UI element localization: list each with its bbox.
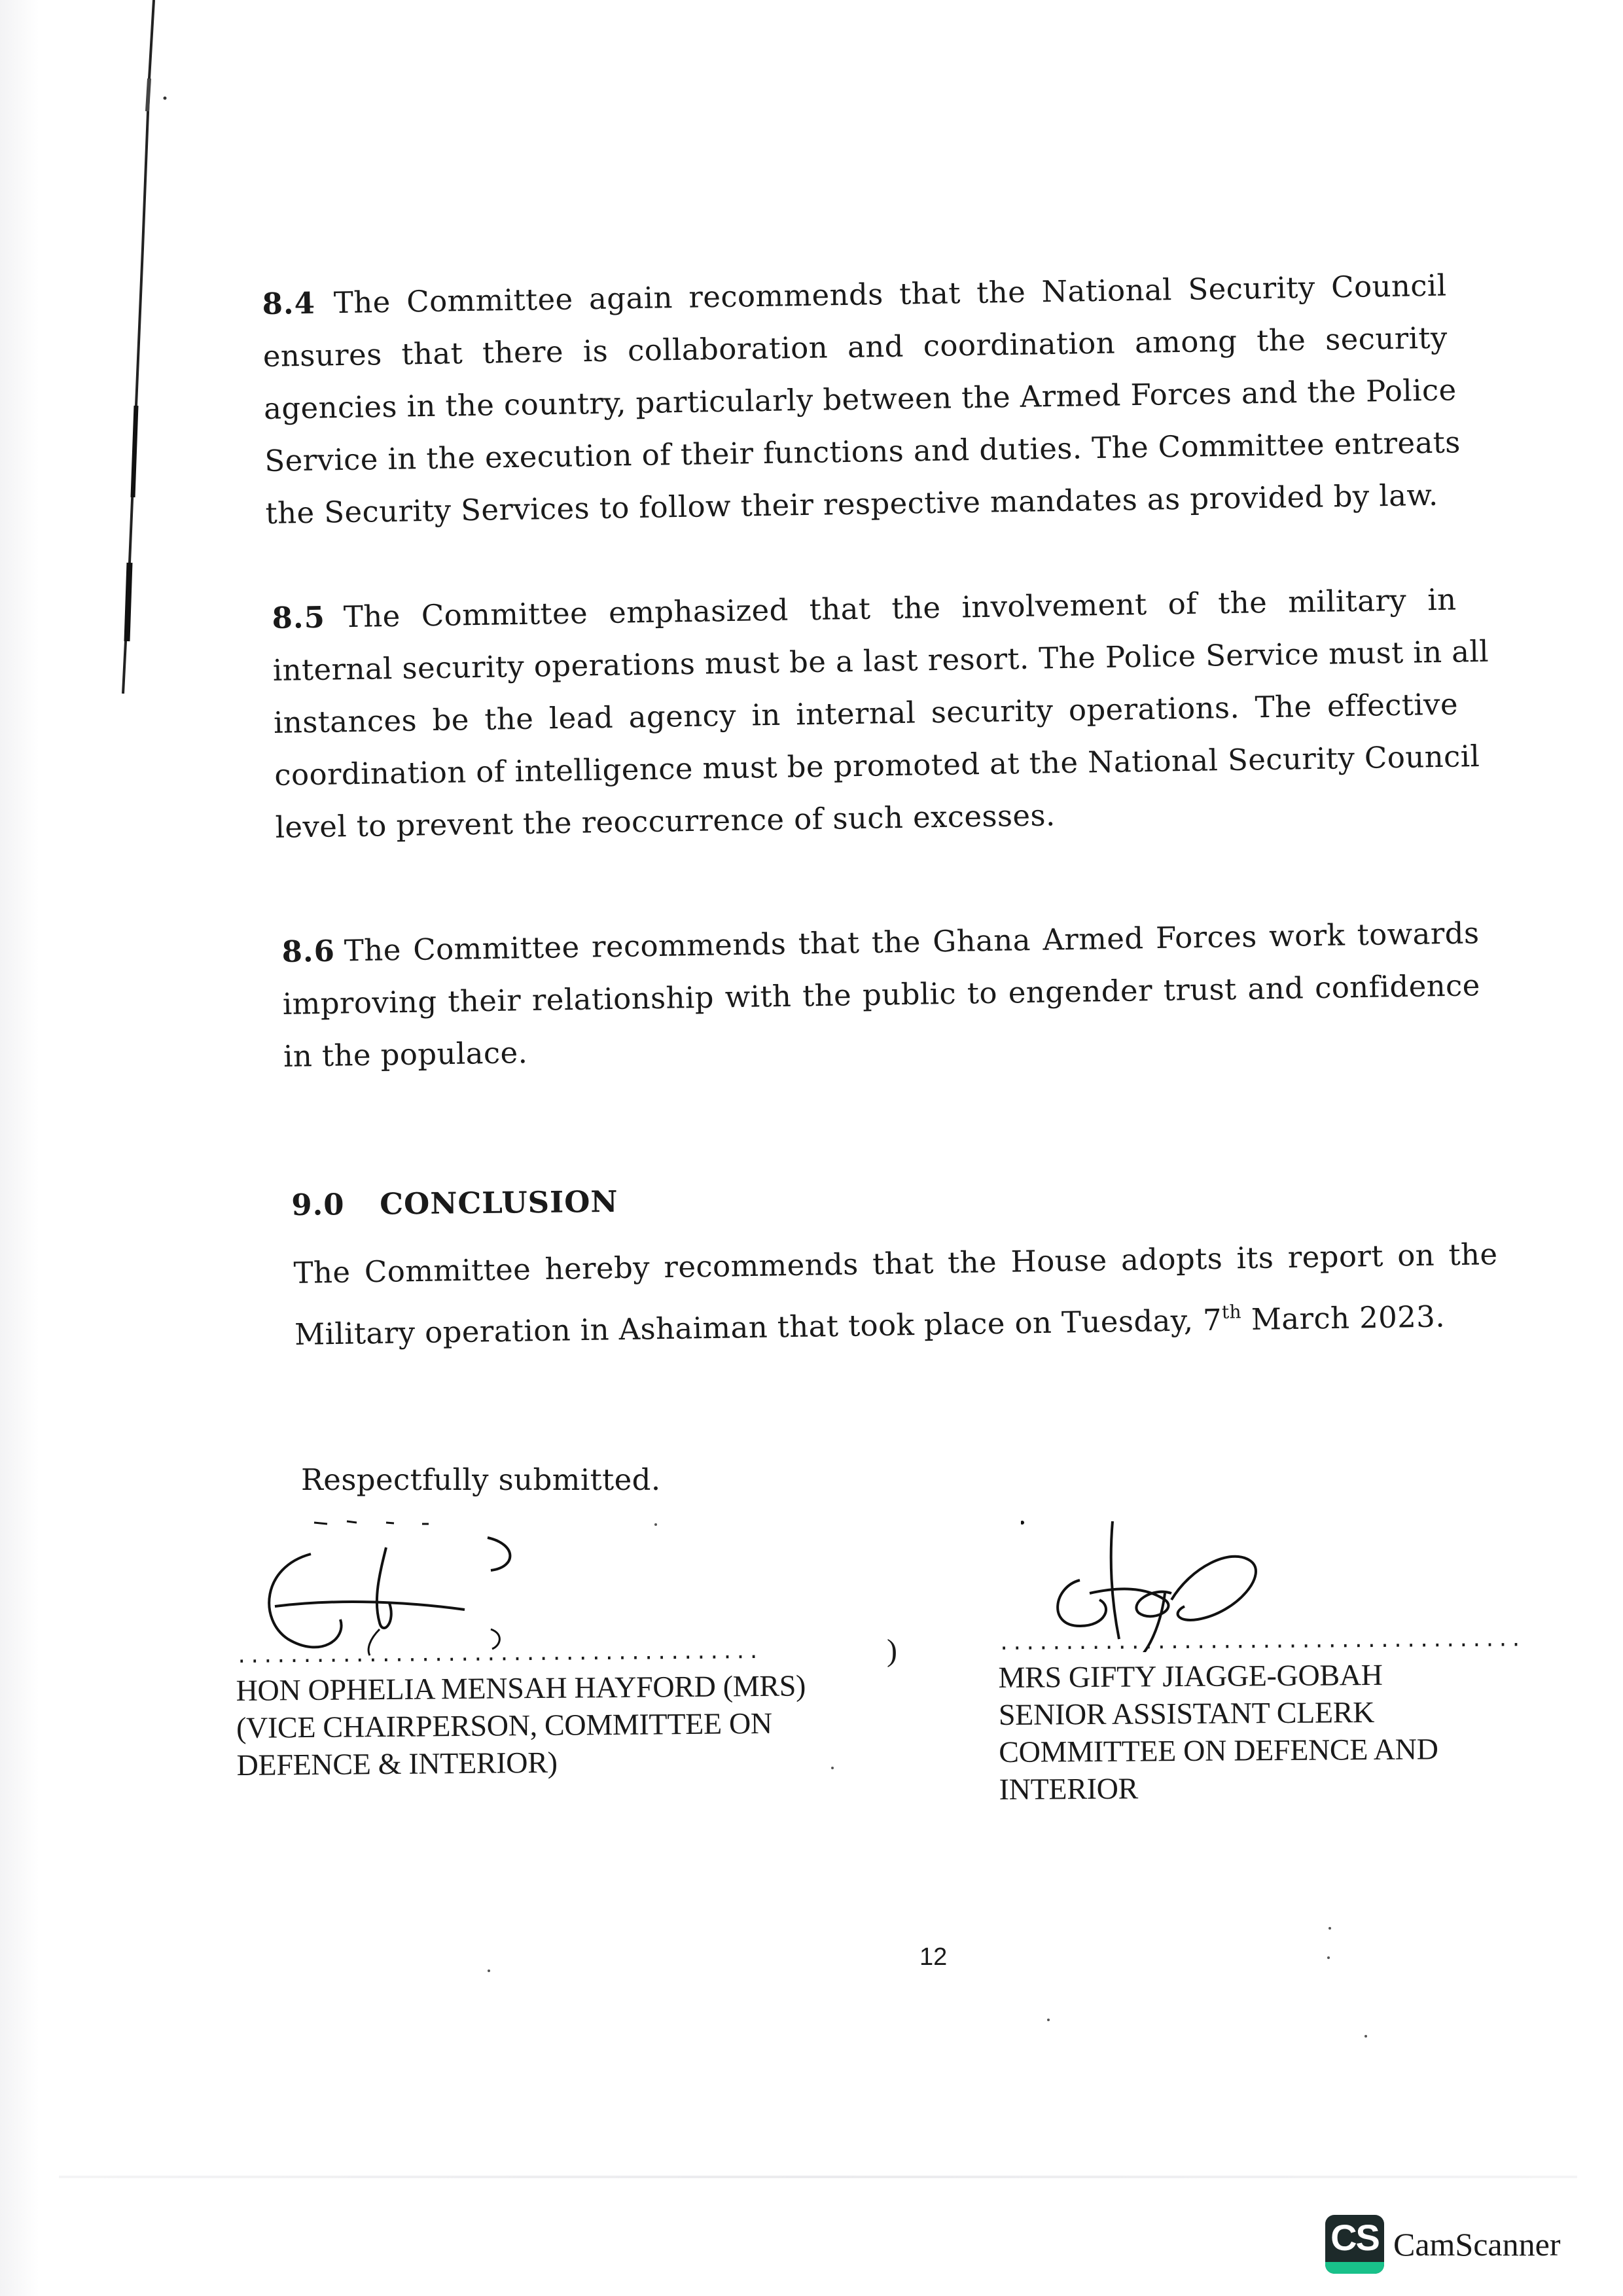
- signature-left: [249, 1508, 563, 1665]
- watermark-name: CamScanner: [1393, 2226, 1561, 2263]
- conclusion-text: [293, 1227, 1499, 1362]
- paragraph-text: internal security operations must be a last resort. The Police Service must in all: [272, 633, 1489, 688]
- paragraph-text: the Security Services to follow their respective mandates as provided by law.: [265, 477, 1439, 531]
- paragraph-8-6: [281, 907, 1482, 1083]
- paragraph-8-4: [262, 260, 1461, 540]
- paragraph-text: The Committee recommends that the Ghana Armed Forces work towards: [344, 915, 1480, 968]
- paragraph-number: 8.4: [262, 285, 316, 321]
- page-number: 12: [919, 1943, 948, 1971]
- section-number: 9.0: [291, 1187, 345, 1222]
- paragraph-text: in the populace.: [283, 1035, 528, 1074]
- paragraph-number: 8.5: [272, 599, 326, 635]
- signatory-name: HON OPHELIA MENSAH HAYFORD (MRS): [236, 1669, 806, 1707]
- signatory-right: [998, 1629, 1524, 1808]
- paragraph-text: Service in the execution of their functions and duties. The Committee entreats: [264, 425, 1461, 478]
- signatory-left: [236, 1640, 806, 1784]
- paragraph-text: improving their relationship with the public to engender trust and confidence: [282, 968, 1481, 1021]
- signatory-title: DEFENCE & INTERIOR): [236, 1745, 558, 1782]
- signatory-title: SENIOR ASSISTANT CLERK: [998, 1695, 1375, 1731]
- paragraph-text: The Committee again recommends that the National Security Council: [333, 268, 1447, 321]
- signatory-title: COMMITTEE ON DEFENCE AND: [999, 1732, 1438, 1769]
- separator-parenthesis: ): [887, 1633, 897, 1668]
- logo-text: CS: [1330, 2217, 1379, 2258]
- conclusion-heading: [291, 1184, 618, 1222]
- conclusion-line-text: Military operation in Ashaiman that took place on Tuesday, 7: [294, 1302, 1222, 1352]
- page-bottom-edge: [59, 2176, 1577, 2178]
- signature-line: ........................................: [235, 1640, 761, 1668]
- camscanner-watermark: [1325, 2215, 1560, 2274]
- signatory-title: INTERIOR: [999, 1771, 1139, 1806]
- date-ordinal: th: [1221, 1301, 1242, 1323]
- signatory-title: (VICE CHAIRPERSON, COMMITTEE ON: [236, 1706, 772, 1744]
- paragraph-8-5: [272, 574, 1489, 854]
- conclusion-line-text: March 2023.: [1241, 1299, 1446, 1337]
- signatory-name: MRS GIFTY JIAGGE-GOBAH: [998, 1657, 1383, 1694]
- camscanner-logo-icon: [1325, 2215, 1384, 2274]
- section-title: CONCLUSION: [379, 1184, 618, 1222]
- signature-line: ........................................: [997, 1628, 1524, 1655]
- logo-accent-bar: [1325, 2262, 1384, 2274]
- paragraph-number: 8.6: [281, 933, 336, 969]
- paragraph-text: instances be the lead agency in internal security operations. The effective: [273, 686, 1459, 740]
- paragraph-text: agencies in the country, particularly between the Armed Forces and the Police: [263, 372, 1457, 426]
- closing-text: Respectfully submitted.: [301, 1462, 661, 1497]
- conclusion-line: The Committee hereby recommends that the House adopts its report on the: [293, 1237, 1498, 1290]
- paragraph-text: coordination of intelligence must be promoted at the National Security Council: [274, 739, 1480, 792]
- paragraph-text: level to prevent the reoccurrence of such excesses.: [275, 798, 1056, 845]
- paragraph-text: The Committee emphasized that the involvement of the military in: [343, 582, 1457, 635]
- page-fold-edge: [65, 0, 170, 733]
- paragraph-text: ensures that there is collaboration and coordination among the security: [262, 320, 1448, 374]
- scan-shadow: [0, 0, 39, 2296]
